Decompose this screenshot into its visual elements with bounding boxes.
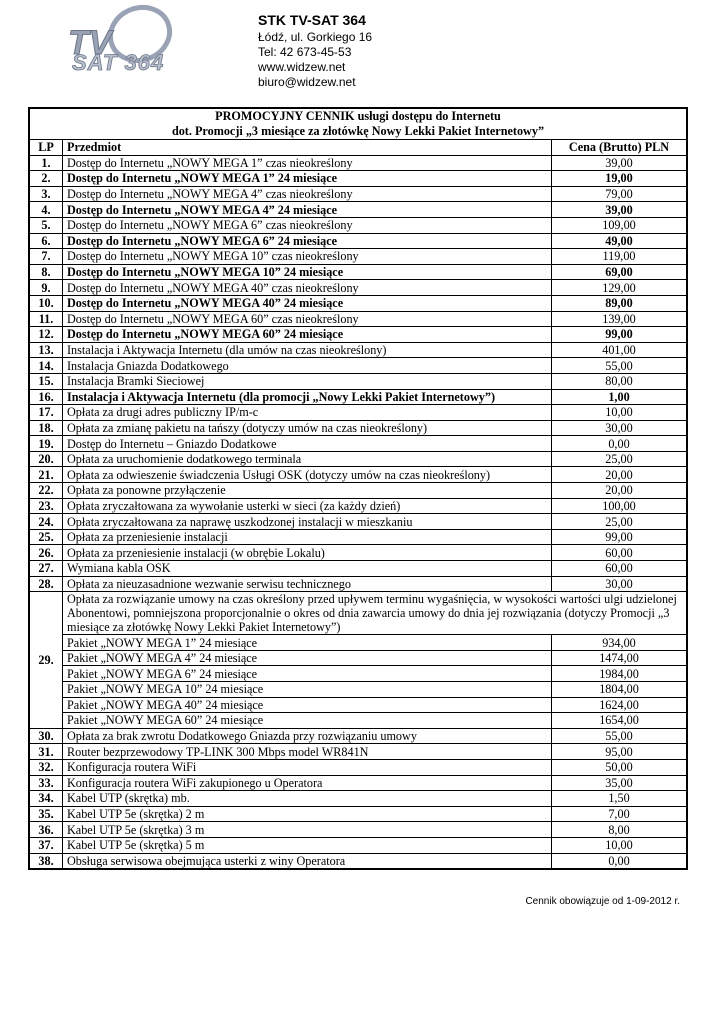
table-row: [29, 420, 687, 436]
row-item: Opłata za nieuzasadnione wezwanie serwisu technicznego: [63, 576, 552, 592]
row-number: 14.: [29, 358, 63, 374]
column-header-item: Przedmiot: [63, 140, 552, 156]
table-title-line1: PROMOCYJNY CENNIK usługi dostępu do Internetu: [215, 109, 501, 123]
table-title-line2: dot. Promocji „3 miesiące za złotówkę Nowy Lekki Pakiet Internetowy”: [171, 124, 545, 138]
table-row: [29, 327, 687, 343]
table-row: [29, 728, 687, 744]
row-item: Opłata za drugi adres publiczny IP/m-c: [63, 405, 552, 421]
table-row: [29, 311, 687, 327]
row-price: 25,00: [552, 451, 688, 467]
table-row: [29, 202, 687, 218]
row-price: 39,00: [552, 202, 688, 218]
subrow-item: Pakiet „NOWY MEGA 1” 24 miesiące: [63, 635, 552, 651]
row-price: 60,00: [552, 561, 688, 577]
table-row: [29, 514, 687, 530]
row-number: 11.: [29, 311, 63, 327]
row-item: Instalacja i Aktywacja Internetu (dla promocji „Nowy Lekki Pakiet Internetowy”): [63, 389, 552, 405]
row-number: 10.: [29, 295, 63, 311]
row-item: Dostęp do Internetu „NOWY MEGA 6” czas nieokreślony: [63, 217, 552, 233]
row-number: 27.: [29, 561, 63, 577]
row-price: 1,00: [552, 389, 688, 405]
subrow-price: 1984,00: [552, 666, 688, 682]
subrow-price: 934,00: [552, 635, 688, 651]
row-item: Instalacja i Aktywacja Internetu (dla umów na czas nieokreślony): [63, 342, 552, 358]
row-price: 49,00: [552, 233, 688, 249]
row-item: Dostęp do Internetu „NOWY MEGA 60” 24 miesiące: [63, 327, 552, 343]
row-number: 33.: [29, 775, 63, 791]
table-subrow: [29, 697, 687, 713]
row-price: 30,00: [552, 576, 688, 592]
row-number: 23.: [29, 498, 63, 514]
table-subrow: [29, 682, 687, 698]
row-item: Dostęp do Internetu „NOWY MEGA 6” 24 miesiące: [63, 233, 552, 249]
row-price: 99,00: [552, 529, 688, 545]
table-row: [29, 498, 687, 514]
table-row: [29, 436, 687, 452]
company-name: STK TV-SAT 364: [258, 12, 366, 28]
table-row: [29, 744, 687, 760]
row-item: Dostęp do Internetu „NOWY MEGA 4” czas nieokreślony: [63, 186, 552, 202]
row-number: 2.: [29, 171, 63, 187]
table-row: [29, 791, 687, 807]
row-price: 7,00: [552, 806, 688, 822]
row-price: 89,00: [552, 295, 688, 311]
row-price: 35,00: [552, 775, 688, 791]
row-item: Opłata zryczałtowana za naprawę uszkodzonej instalacji w mieszkaniu: [63, 514, 552, 530]
table-row: [29, 759, 687, 775]
table-row: [29, 545, 687, 561]
row-price: 80,00: [552, 373, 688, 389]
row-price: 100,00: [552, 498, 688, 514]
subrow-price: 1804,00: [552, 682, 688, 698]
company-info: [258, 12, 372, 90]
table-row: [29, 186, 687, 202]
row-item: Instalacja Gniazda Dodatkowego: [63, 358, 552, 374]
row-item: Kabel UTP 5e (skrętka) 5 m: [63, 837, 552, 853]
row-price: 95,00: [552, 744, 688, 760]
row-price: 20,00: [552, 467, 688, 483]
row-item: Dostęp do Internetu „NOWY MEGA 10” 24 miesiące: [63, 264, 552, 280]
table-row: [29, 576, 687, 592]
table-row: [29, 405, 687, 421]
row-price: 20,00: [552, 483, 688, 499]
table-row: [29, 264, 687, 280]
row-price: 10,00: [552, 405, 688, 421]
row-number: 12.: [29, 327, 63, 343]
svg-text:TV: TV: [68, 24, 112, 62]
table-row: [29, 775, 687, 791]
company-phone: Tel: 42 673-45-53: [258, 45, 352, 59]
row-number: 36.: [29, 822, 63, 838]
row-price: 10,00: [552, 837, 688, 853]
table-row: [29, 451, 687, 467]
row-item: Kabel UTP 5e (skrętka) 2 m: [63, 806, 552, 822]
row-price: 119,00: [552, 249, 688, 265]
row-item: Dostęp do Internetu „NOWY MEGA 4” 24 miesiące: [63, 202, 552, 218]
table-row: [29, 806, 687, 822]
row-price: 69,00: [552, 264, 688, 280]
table-row: [29, 342, 687, 358]
table-subrow: [29, 666, 687, 682]
company-logo: [60, 4, 220, 74]
row-item: Opłata za rozwiązanie umowy na czas określony przed upływem terminu wygaśnięcia, w wysokości wartości ulgi udzielonej Abonentowi, pomniejszona proporcjonalnie o okres od dnia zawarcia umowy do dnia jej rozwiązania (dotyczy Promocji „3 miesiące za złotówkę Nowy Lekki Pakiet Internetowy”): [63, 592, 688, 635]
row-item: Opłata za zmianę pakietu na tańszy (dotyczy umów na czas nieokreślony): [63, 420, 552, 436]
column-header-lp: LP: [29, 140, 63, 156]
table-row: [29, 217, 687, 233]
table-subrow: [29, 650, 687, 666]
row-number: 3.: [29, 186, 63, 202]
company-website[interactable]: www.widzew.net: [258, 60, 346, 74]
document-header: [60, 4, 700, 96]
row-price: 0,00: [552, 436, 688, 452]
subrow-item: Pakiet „NOWY MEGA 60” 24 miesiące: [63, 713, 552, 729]
row-item: Obsługa serwisowa obejmująca usterki z winy Operatora: [63, 853, 552, 869]
validity-note: Cennik obowiązuje od 1-09-2012 r.: [525, 896, 680, 907]
subrow-price: 1624,00: [552, 697, 688, 713]
row-price: 129,00: [552, 280, 688, 296]
row-number: 6.: [29, 233, 63, 249]
row-item: Dostęp do Internetu „NOWY MEGA 40” czas nieokreślony: [63, 280, 552, 296]
table-row: [29, 280, 687, 296]
table-row: [29, 358, 687, 374]
row-number: 24.: [29, 514, 63, 530]
row-item: Kabel UTP (skrętka) mb.: [63, 791, 552, 807]
row-item: Opłata za odwieszenie świadczenia Usługi OSK (dotyczy umów na czas nieokreślony): [63, 467, 552, 483]
row-item: Dostęp do Internetu „NOWY MEGA 1” czas nieokreślony: [63, 155, 552, 171]
price-list-table: [28, 107, 688, 870]
row-number: 37.: [29, 837, 63, 853]
row-number: 17.: [29, 405, 63, 421]
row-number: 28.: [29, 576, 63, 592]
row-number: 22.: [29, 483, 63, 499]
svg-text:SAT 364: SAT 364: [72, 50, 165, 74]
row-price: 50,00: [552, 759, 688, 775]
subrow-price: 1654,00: [552, 713, 688, 729]
table-row: [29, 155, 687, 171]
row-number: 13.: [29, 342, 63, 358]
row-price: 79,00: [552, 186, 688, 202]
row-item: Konfiguracja routera WiFi: [63, 759, 552, 775]
subrow-item: Pakiet „NOWY MEGA 6” 24 miesiące: [63, 666, 552, 682]
row-price: 60,00: [552, 545, 688, 561]
row-number: 21.: [29, 467, 63, 483]
row-item: Dostęp do Internetu „NOWY MEGA 1” 24 miesiące: [63, 171, 552, 187]
row-item: Dostęp do Internetu „NOWY MEGA 10” czas nieokreślony: [63, 249, 552, 265]
row-number: 38.: [29, 853, 63, 869]
table-row: [29, 467, 687, 483]
row-number: 25.: [29, 529, 63, 545]
row-number: 31.: [29, 744, 63, 760]
row-number: 5.: [29, 217, 63, 233]
table-row: [29, 373, 687, 389]
row-number: 34.: [29, 791, 63, 807]
table-subrow: [29, 635, 687, 651]
row-number: 20.: [29, 451, 63, 467]
subrow-item: Pakiet „NOWY MEGA 40” 24 miesiące: [63, 697, 552, 713]
price-list-body: [29, 108, 687, 869]
row-item: Instalacja Bramki Sieciowej: [63, 373, 552, 389]
row-number: 32.: [29, 759, 63, 775]
table-row: [29, 529, 687, 545]
row-price: 109,00: [552, 217, 688, 233]
table-row: [29, 561, 687, 577]
row-item: Opłata za uruchomienie dodatkowego terminala: [63, 451, 552, 467]
table-subrow: [29, 713, 687, 729]
table-row: [29, 837, 687, 853]
table-row: [29, 853, 687, 869]
row-price: 99,00: [552, 327, 688, 343]
row-number: 9.: [29, 280, 63, 296]
row-price: 0,00: [552, 853, 688, 869]
row-item: Kabel UTP 5e (skrętka) 3 m: [63, 822, 552, 838]
row-number: 30.: [29, 728, 63, 744]
table-row: [29, 822, 687, 838]
row-item: Dostęp do Internetu „NOWY MEGA 40” 24 miesiące: [63, 295, 552, 311]
column-header-price: Cena (Brutto) PLN: [552, 140, 688, 156]
row-number: 16.: [29, 389, 63, 405]
company-address: Łódź, ul. Gorkiego 16: [258, 30, 373, 44]
row-item: Wymiana kabla OSK: [63, 561, 552, 577]
row-number: 29.: [29, 592, 63, 729]
row-number: 19.: [29, 436, 63, 452]
row-number: 4.: [29, 202, 63, 218]
table-row: [29, 389, 687, 405]
table-row: [29, 233, 687, 249]
table-row: [29, 171, 687, 187]
company-email[interactable]: biuro@widzew.net: [258, 75, 356, 89]
table-row: [29, 592, 687, 635]
column-header-row: [29, 140, 687, 156]
row-price: 55,00: [552, 358, 688, 374]
row-item: Opłata za przeniesienie instalacji: [63, 529, 552, 545]
row-price: 19,00: [552, 171, 688, 187]
row-number: 8.: [29, 264, 63, 280]
row-price: 401,00: [552, 342, 688, 358]
row-number: 26.: [29, 545, 63, 561]
row-number: 18.: [29, 420, 63, 436]
subrow-price: 1474,00: [552, 650, 688, 666]
row-price: 55,00: [552, 728, 688, 744]
row-item: Opłata zryczałtowana za wywołanie usterki w sieci (za każdy dzień): [63, 498, 552, 514]
row-item: Dostęp do Internetu „NOWY MEGA 60” czas nieokreślony: [63, 311, 552, 327]
subrow-item: Pakiet „NOWY MEGA 10” 24 miesiące: [63, 682, 552, 698]
row-item: Dostęp do Internetu – Gniazdo Dodatkowe: [63, 436, 552, 452]
row-number: 15.: [29, 373, 63, 389]
row-number: 35.: [29, 806, 63, 822]
table-row: [29, 483, 687, 499]
table-title: [29, 108, 687, 140]
row-item: Konfiguracja routera WiFi zakupionego u Operatora: [63, 775, 552, 791]
table-title-row: [29, 108, 687, 140]
row-number: 7.: [29, 249, 63, 265]
row-price: 25,00: [552, 514, 688, 530]
row-item: Opłata za brak zwrotu Dodatkowego Gniazda przy rozwiązaniu umowy: [63, 728, 552, 744]
row-price: 139,00: [552, 311, 688, 327]
table-row: [29, 295, 687, 311]
row-item: Opłata za przeniesienie instalacji (w obrębie Lokalu): [63, 545, 552, 561]
row-item: Router bezprzewodowy TP-LINK 300 Mbps model WR841N: [63, 744, 552, 760]
table-row: [29, 249, 687, 265]
row-price: 1,50: [552, 791, 688, 807]
row-price: 30,00: [552, 420, 688, 436]
row-price: 8,00: [552, 822, 688, 838]
row-number: 1.: [29, 155, 63, 171]
subrow-item: Pakiet „NOWY MEGA 4” 24 miesiące: [63, 650, 552, 666]
row-item: Opłata za ponowne przyłączenie: [63, 483, 552, 499]
row-price: 39,00: [552, 155, 688, 171]
